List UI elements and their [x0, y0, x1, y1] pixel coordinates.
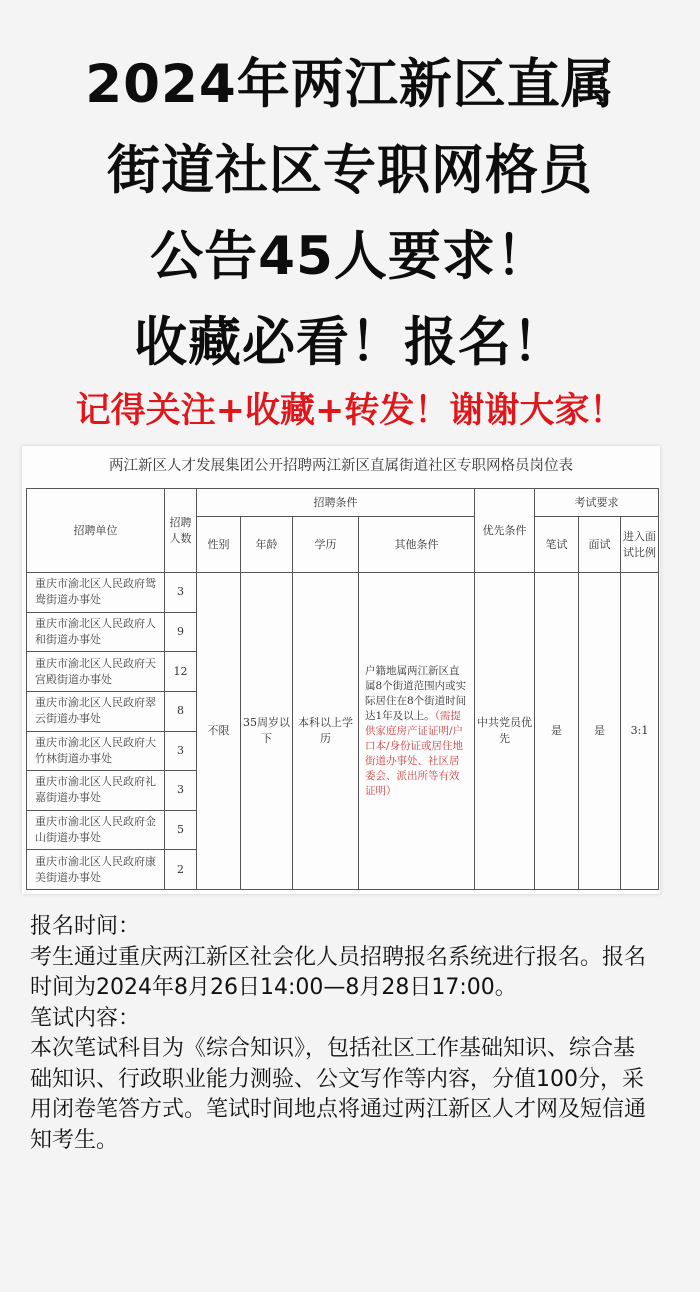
table-caption: 两江新区人才发展集团公开招聘两江新区直属街道社区专职网格员岗位表: [109, 458, 573, 474]
row-count: 2: [165, 850, 197, 890]
header-written: 笔试: [535, 517, 579, 573]
job-table-image: [22, 446, 660, 894]
registration-time-text: 考生通过重庆两江新区社会化人员招聘报名系统进行报名。报名时间为2024年8月26日14:00—8月28日17:00。: [30, 944, 647, 1000]
cell-age: 35周岁以下: [241, 573, 293, 890]
cell-interview: 是: [579, 573, 621, 890]
row-count: 9: [165, 612, 197, 652]
header-exam: 考试要求: [535, 489, 659, 517]
written-exam-heading: 笔试内容：: [30, 1005, 141, 1031]
header-other: 其他条件: [359, 517, 475, 573]
cell-priority: 中共党员优先: [475, 573, 535, 890]
header-education: 学历: [293, 517, 359, 573]
row-unit: 重庆市渝北区人民政府礼嘉街道办事处: [27, 771, 165, 811]
header-unit: 招聘单位: [27, 489, 165, 573]
job-table: [26, 488, 659, 890]
row-unit: 重庆市渝北区人民政府翠云街道办事处: [27, 691, 165, 731]
header-interview: 面试: [579, 517, 621, 573]
row-unit: 重庆市渝北区人民政府人和街道办事处: [27, 612, 165, 652]
row-unit: 重庆市渝北区人民政府大竹林街道办事处: [27, 731, 165, 771]
row-unit: 重庆市渝北区人民政府金山街道办事处: [27, 810, 165, 850]
row-count: 3: [165, 573, 197, 613]
row-unit: 重庆市渝北区人民政府鸳鸯街道办事处: [27, 573, 165, 613]
cell-gender: 不限: [197, 573, 241, 890]
header-ratio: 进入面试比例: [621, 517, 659, 573]
headline-line-3: 公告45人要求！: [150, 226, 550, 287]
cell-ratio: 3:1: [621, 573, 659, 890]
row-count: 8: [165, 691, 197, 731]
cell-education: 本科以上学历: [293, 573, 359, 890]
headline: [0, 42, 700, 386]
row-count: 5: [165, 810, 197, 850]
announcement-body: [30, 912, 650, 1156]
cell-other-conditions: [359, 573, 475, 890]
call-to-action-subtitle: 记得关注+收藏+转发！谢谢大家！: [75, 391, 625, 431]
row-count: 12: [165, 652, 197, 692]
row-count: 3: [165, 731, 197, 771]
headline-line-4: 收藏必看！报名！: [134, 312, 566, 373]
header-count: 招聘人数: [165, 489, 197, 573]
row-unit: 重庆市渝北区人民政府天宫殿街道办事处: [27, 652, 165, 692]
headline-line-2: 街道社区专职网格员: [107, 140, 593, 201]
cell-written: 是: [535, 573, 579, 890]
header-conditions: 招聘条件: [197, 489, 475, 517]
row-unit: 重庆市渝北区人民政府康美街道办事处: [27, 850, 165, 890]
header-gender: 性别: [197, 517, 241, 573]
headline-line-1: 2024年两江新区直属: [85, 54, 615, 115]
other-conditions-note: （需提供家庭房产证证明/户口本/身份证或居住地街道办事处、社区居委会、派出所等有效证明）: [365, 709, 464, 797]
other-conditions-text: 户籍地属两江新区直属8个街道范围内或实际居住在8个街道时间达1年及以上。: [365, 664, 467, 722]
written-exam-text: 本次笔试科目为《综合知识》，包括社区工作基础知识、综合基础知识、行政职业能力测验、公文写作等内容，分值100分，采用闭卷笔答方式。笔试时间地点将通过两江新区人才网及短信通知考生。: [30, 1036, 647, 1153]
table-row: [27, 573, 659, 613]
header-age: 年龄: [241, 517, 293, 573]
registration-time-heading: 报名时间：: [30, 914, 141, 939]
header-priority: 优先条件: [475, 489, 535, 573]
row-count: 3: [165, 771, 197, 811]
